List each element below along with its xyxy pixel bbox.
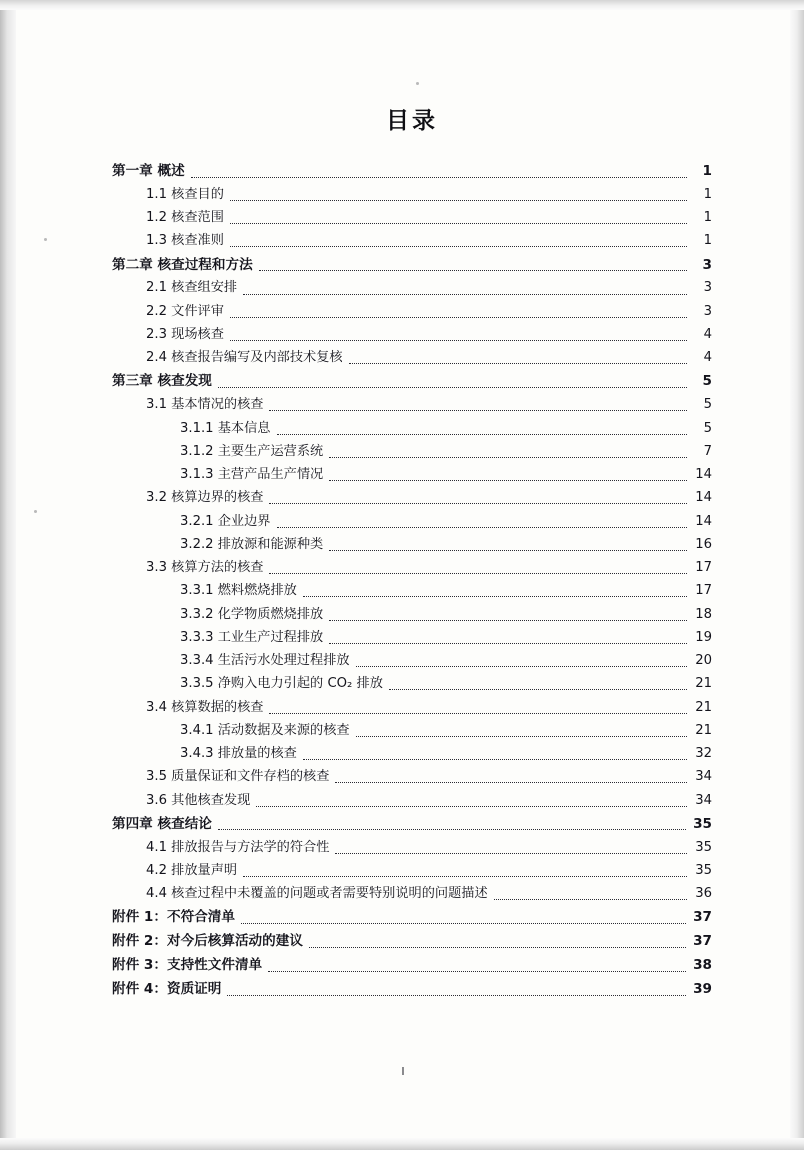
toc-entry-page: 14 — [695, 490, 712, 506]
toc-entry-label: 附件 4：资质证明 — [112, 980, 222, 997]
toc-entry-page: 17 — [695, 583, 712, 599]
toc-entry[interactable] — [112, 955, 712, 976]
toc-entry-page: 3 — [703, 303, 712, 319]
toc-entry-label: 附件 1：不符合清单 — [112, 909, 235, 926]
toc-entry[interactable] — [112, 535, 712, 555]
toc-entry-label: 3.2.1 企业边界 — [180, 513, 271, 529]
toc-entry-page: 4 — [703, 350, 712, 366]
toc-leader-dots — [230, 200, 687, 201]
toc-entry[interactable] — [112, 558, 712, 578]
toc-entry[interactable] — [112, 395, 712, 415]
toc-leader-dots — [356, 666, 687, 667]
toc-entry[interactable] — [112, 651, 712, 671]
toc-leader-dots — [329, 480, 687, 481]
toc-entry-label: 3.2.2 排放源和能源种类 — [180, 536, 324, 552]
toc-leader-dots — [349, 363, 687, 364]
toc-entry-label: 3.3.4 生活污水处理过程排放 — [180, 653, 350, 669]
toc-leader-dots — [303, 759, 687, 760]
toc-entry-page: 35 — [695, 862, 712, 878]
toc-entry[interactable] — [112, 791, 712, 811]
toc-entry-label: 3.1 基本情况的核查 — [146, 397, 264, 413]
page-folio: I — [401, 1065, 405, 1078]
toc-entry-label: 4.4 核查过程中未覆盖的问题或者需要特别说明的问题描述 — [146, 886, 488, 902]
toc-entry-page: 38 — [693, 957, 712, 974]
toc-entry[interactable] — [112, 278, 712, 298]
toc-entry[interactable] — [112, 465, 712, 485]
toc-entry[interactable] — [112, 208, 712, 228]
paper-sheet — [16, 10, 790, 1138]
toc-leader-dots — [218, 829, 686, 830]
toc-leader-dots — [191, 177, 687, 178]
toc-entry[interactable] — [112, 861, 712, 881]
toc-entry[interactable] — [112, 605, 712, 625]
toc-leader-dots — [309, 947, 686, 948]
toc-leader-dots — [389, 689, 687, 690]
toc-entry-label: 附件 3：支持性文件清单 — [112, 957, 263, 974]
toc-leader-dots — [227, 995, 686, 996]
toc-entry-page: 4 — [703, 326, 712, 342]
toc-leader-dots — [494, 899, 687, 900]
toc-entry[interactable] — [112, 255, 712, 276]
toc-entry-page: 3 — [702, 256, 712, 273]
page-title: 目录 — [386, 108, 438, 134]
toc-leader-dots — [268, 971, 686, 972]
toc-leader-dots — [230, 223, 687, 224]
toc-entry-label: 1.3 核查准则 — [146, 233, 224, 249]
toc-entry[interactable] — [112, 302, 712, 322]
toc-leader-dots — [329, 643, 687, 644]
toc-leader-dots — [269, 713, 687, 714]
toc-entry[interactable] — [112, 931, 712, 952]
scan-speck — [416, 82, 419, 85]
toc-entry-page: 19 — [695, 629, 712, 645]
toc-entry-label: 第三章 核查发现 — [112, 373, 212, 390]
toc-entry-label: 1.1 核查目的 — [146, 186, 224, 202]
toc-entry-page: 21 — [695, 722, 712, 738]
toc-entry-page: 39 — [693, 980, 712, 997]
toc-entry-label: 第四章 核查结论 — [112, 815, 212, 832]
toc-leader-dots — [329, 457, 687, 458]
toc-entry[interactable] — [112, 442, 712, 462]
toc-entry-page: 7 — [703, 443, 712, 459]
toc-entry-page: 37 — [693, 909, 712, 926]
toc-leader-dots — [243, 876, 687, 877]
toc-entry-label: 2.4 核查报告编写及内部技术复核 — [146, 350, 343, 366]
toc-entry-label: 第二章 核查过程和方法 — [112, 256, 253, 273]
toc-entry[interactable] — [112, 838, 712, 858]
toc-leader-dots — [329, 620, 687, 621]
toc-entry-page: 14 — [695, 467, 712, 483]
toc-leader-dots — [230, 317, 687, 318]
toc-leader-dots — [335, 853, 687, 854]
toc-entry[interactable] — [112, 814, 712, 835]
toc-entry-page: 36 — [695, 886, 712, 902]
toc-entry[interactable] — [112, 721, 712, 741]
toc-content — [112, 102, 712, 1003]
toc-leader-dots — [269, 410, 687, 411]
toc-entry-label: 4.1 排放报告与方法学的符合性 — [146, 839, 330, 855]
toc-entry[interactable] — [112, 884, 712, 904]
toc-entry-label: 2.3 现场核查 — [146, 326, 224, 342]
toc-leader-dots — [277, 527, 688, 528]
scan-edge-left — [0, 0, 16, 1150]
toc-entry-page: 1 — [703, 186, 712, 202]
toc-entry-page: 35 — [693, 815, 712, 832]
toc-entry-label: 4.2 排放量声明 — [146, 862, 238, 878]
toc-entry-page: 20 — [695, 653, 712, 669]
toc-leader-dots — [243, 294, 687, 295]
toc-entry[interactable] — [112, 674, 712, 694]
toc-entry[interactable] — [112, 185, 712, 205]
toc-leader-dots — [259, 270, 687, 271]
toc-entry-page: 32 — [695, 746, 712, 762]
toc-entry[interactable] — [112, 512, 712, 532]
toc-entry-page: 5 — [703, 420, 712, 436]
toc-entry-label: 3.5 质量保证和文件存档的核查 — [146, 769, 330, 785]
toc-entry-page: 1 — [703, 233, 712, 249]
toc-entry[interactable] — [112, 161, 712, 182]
toc-entry-label: 第一章 概述 — [112, 163, 185, 179]
toc-entry-page: 37 — [693, 933, 712, 950]
toc-entry-label: 2.1 核查组安排 — [146, 280, 238, 296]
toc-entry-page: 21 — [695, 676, 712, 692]
toc-entry[interactable] — [112, 744, 712, 764]
toc-entry-page: 16 — [695, 536, 712, 552]
toc-entry-label: 3.3.1 燃料燃烧排放 — [180, 583, 297, 599]
toc-entry[interactable] — [112, 628, 712, 648]
toc-entry-label: 1.2 核查范围 — [146, 210, 224, 226]
toc-entry-label: 附件 2：对今后核算活动的建议 — [112, 933, 303, 950]
toc-entry[interactable] — [112, 767, 712, 787]
toc-entry-label: 3.1.1 基本信息 — [180, 420, 271, 436]
toc-entry-label: 3.4.3 排放量的核查 — [180, 746, 297, 762]
toc-entry[interactable] — [112, 325, 712, 345]
toc-leader-dots — [335, 782, 687, 783]
toc-leader-dots — [218, 387, 687, 388]
toc-entry-page: 1 — [702, 163, 712, 179]
toc-entry-page: 17 — [695, 560, 712, 576]
toc-leader-dots — [269, 503, 687, 504]
toc-entry-page: 5 — [702, 373, 712, 390]
toc-entry-label: 3.3.5 净购入电力引起的 CO₂ 排放 — [180, 676, 383, 692]
toc-entry-page: 3 — [703, 280, 712, 296]
toc-entry-page: 1 — [703, 210, 712, 226]
scan-speck — [44, 238, 47, 241]
toc-entry-page: 14 — [695, 513, 712, 529]
toc-leader-dots — [269, 573, 687, 574]
toc-leader-dots — [230, 340, 687, 341]
toc-entry-label: 3.3.2 化学物质燃烧排放 — [180, 606, 324, 622]
toc-entry-label: 2.2 文件评审 — [146, 303, 224, 319]
toc-leader-dots — [329, 550, 687, 551]
toc-entry-page: 5 — [703, 397, 712, 413]
toc-entry-label: 3.2 核算边界的核查 — [146, 490, 264, 506]
toc-leader-dots — [356, 736, 687, 737]
toc-entry[interactable] — [112, 231, 712, 251]
toc-entry-label: 3.1.2 主要生产运营系统 — [180, 443, 324, 459]
toc-entry-page: 34 — [695, 769, 712, 785]
toc-entry[interactable] — [112, 907, 712, 928]
toc-entry[interactable] — [112, 348, 712, 368]
scan-edge-bottom — [0, 1138, 804, 1150]
toc-leader-dots — [256, 806, 687, 807]
toc-entry-label: 3.1.3 主营产品生产情况 — [180, 467, 324, 483]
toc-entry[interactable] — [112, 698, 712, 718]
toc-entry-page: 21 — [695, 699, 712, 715]
toc-entry-label: 3.4 核算数据的核查 — [146, 699, 264, 715]
toc-entry-label: 3.4.1 活动数据及来源的核查 — [180, 722, 350, 738]
scan-speck — [34, 510, 37, 513]
scan-edge-right — [790, 0, 804, 1150]
toc-entry-page: 34 — [695, 792, 712, 808]
toc-entry[interactable] — [112, 979, 712, 1000]
toc-entry-label: 3.3 核算方法的核查 — [146, 560, 264, 576]
scan-edge-top — [0, 0, 804, 10]
toc-entry[interactable] — [112, 581, 712, 601]
toc-leader-dots — [277, 434, 688, 435]
toc-leader-dots — [303, 596, 687, 597]
toc-entry-label: 3.3.3 工业生产过程排放 — [180, 629, 324, 645]
toc-entry[interactable] — [112, 488, 712, 508]
toc-entry-label: 3.6 其他核查发现 — [146, 792, 251, 808]
toc-entry[interactable] — [112, 419, 712, 439]
table-of-contents — [112, 161, 712, 1000]
toc-entry-page: 18 — [695, 606, 712, 622]
toc-entry[interactable] — [112, 371, 712, 392]
toc-entry-page: 35 — [695, 839, 712, 855]
toc-leader-dots — [241, 923, 686, 924]
toc-leader-dots — [230, 246, 687, 247]
